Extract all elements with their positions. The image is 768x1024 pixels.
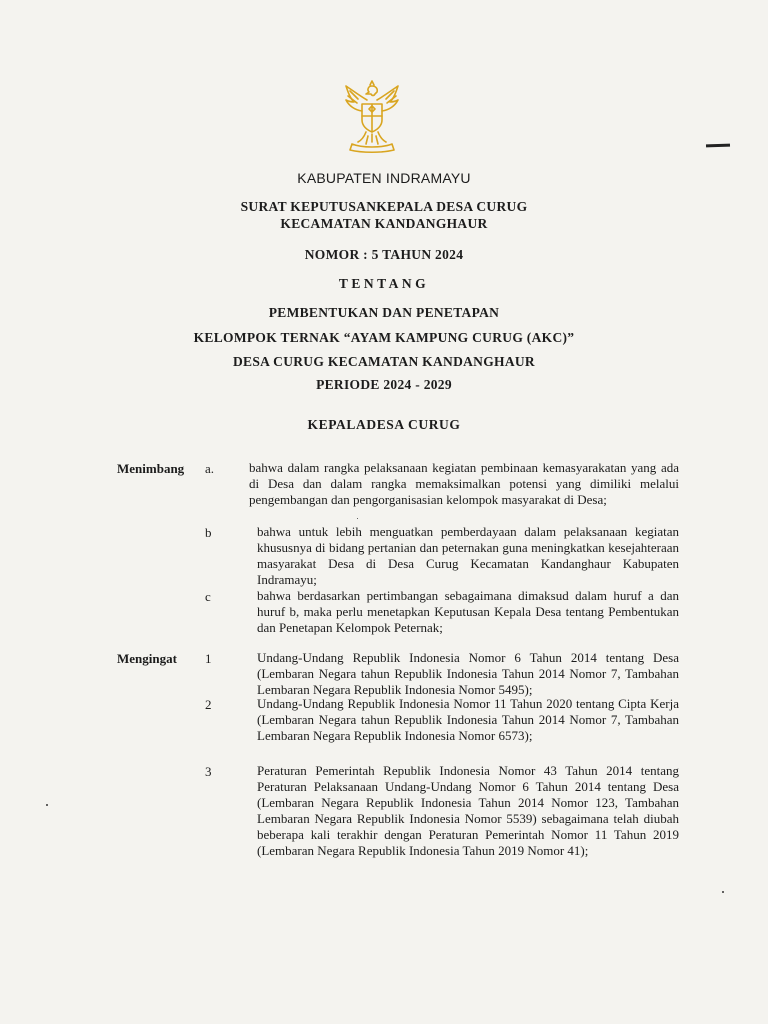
about-heading: TENTANG: [338, 276, 430, 291]
scan-speck: [46, 804, 48, 806]
subject-line2: KELOMPOK TERNAK “AYAM KAMPUNG CURUG (AKC)”: [193, 330, 575, 345]
list-item-marker: 1: [205, 651, 212, 666]
list-item-marker: 3: [205, 764, 212, 779]
subject-line1: PEMBENTUKAN DAN PENETAPAN: [268, 305, 500, 320]
issuer-heading: KEPALADESA CURUG: [307, 417, 461, 432]
list-item-text: Peraturan Pemerintah Republik Indonesia Nomor 43 Tahun 2014 tentang Peraturan Pelaksanaan Undang-Undang Nomor 6 Tahun 2014 tentang Desa (Lembaran Negara Republik Indonesia Tahun 2014 Nomor 123, Tambahan Lembaran Negara Republik Indonesia Nomor 5539) sebagaimana telah diubah beberapa kali terakhir dengan Peraturan Pemerintah Nomor 11 Tahun 2019 (Lembaran Negara Republik Indonesia Tahun 2019 Nomor 41);: [257, 763, 679, 858]
garuda-emblem-icon: [342, 80, 402, 154]
decree-title-line1: SURAT KEPUTUSANKEPALA DESA CURUG: [240, 199, 528, 214]
list-item-text: Undang-Undang Republik Indonesia Nomor 6 Tahun 2014 tentang Desa (Lembaran Negara tahun Republik Indonesia Tahun 2014 Nomor 7, Tambahan Lembaran Negara Republik Indonesia Nomor 5495);: [257, 650, 679, 697]
list-item-text: bahwa dalam rangka pelaksanaan kegiatan pembinaan kemasyarakatan yang ada di Desa dan dalam rangka memaksimalkan potensi yang dimiliki melalui pengembangan dan pengorganisasian kelompok masyarakat di Desa;: [249, 460, 679, 507]
list-item-marker: 2: [205, 697, 212, 712]
scan-speck: [357, 518, 358, 519]
list-item-text: Undang-Undang Republik Indonesia Nomor 11 Tahun 2020 tentang Cipta Kerja (Lembaran Negara tahun Republik Indonesia Tahun 2014 Nomor 7, Tambahan Lembaran Negara Republik Indonesia Nomor 6573);: [257, 696, 679, 743]
scan-mark: [706, 144, 730, 148]
list-item-marker: b: [205, 525, 212, 540]
list-item-text: bahwa untuk lebih menguatkan pemberdayaan dalam pelaksanaan kegiatan khususnya di bidang pertanian dan peternakan guna meningkatkan kesejahteraan masyarakat Desa di Desa Curug Kecamatan Kandanghaur Kabupaten Indramayu;: [257, 524, 679, 587]
period-line: PERIODE 2024 - 2029: [316, 377, 452, 392]
menimbang-label: Menimbang: [117, 461, 185, 476]
mengingat-label: Mengingat: [117, 651, 177, 666]
list-item-marker: c: [205, 589, 211, 604]
region-heading: KABUPATEN INDRAMAYU: [297, 170, 471, 186]
list-item-marker: a.: [205, 461, 215, 476]
subject-line3: DESA CURUG KECAMATAN KANDANGHAUR: [233, 354, 535, 369]
list-item-text: bahwa berdasarkan pertimbangan sebagaimana dimaksud dalam huruf a dan huruf b, maka perlu menetapkan Keputusan Kepala Desa tentang Pembentukan dan Penetapan Kelompok Peternak;: [257, 588, 679, 635]
decree-title-line2: KECAMATAN KANDANGHAUR: [280, 216, 488, 231]
scan-speck: [722, 891, 724, 893]
decree-number: NOMOR : 5 TAHUN 2024: [304, 247, 464, 262]
